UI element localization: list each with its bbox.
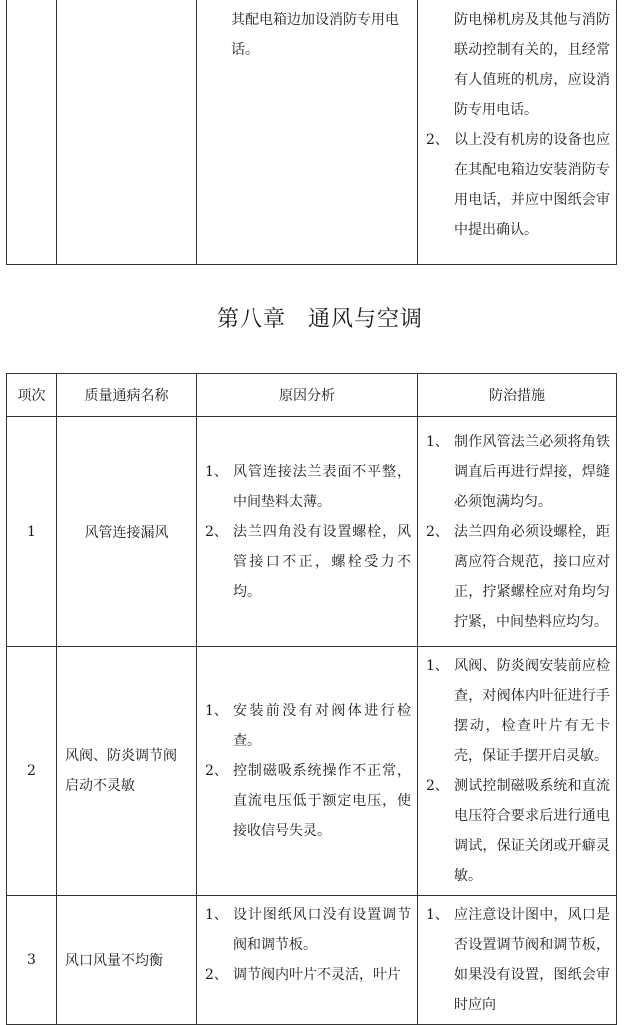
measure-item: 1、 制作风管法兰必须将角铁调直后再进行焊接，焊缝必须饱满均匀。 (426, 433, 610, 510)
cause-item: 2、 法兰四角没有设置螺栓，风管接口不正，螺栓受力不均。 (205, 523, 411, 600)
header-cause-analysis: 原因分析 (197, 374, 418, 417)
cause-item: 2、 调节阀内叶片不灵活，叶片 (205, 967, 401, 983)
row-defect-name: 风阀、防炎调节阀启动不灵敏 (57, 647, 197, 896)
defects-table (6, 373, 617, 1025)
cause-item: 1、 设计图纸风口没有设置调节阀和调节板。 (205, 907, 411, 953)
row-no: 2 (7, 647, 57, 896)
fragment-measure-item: 2、 以上没有机房的设备也应在其配电箱边安装消防专用电话，并应中图纸会审中提出确认。 (426, 132, 610, 238)
chapter-title: 通风与空调 (308, 307, 424, 332)
fragment-cell-measures (418, 0, 617, 265)
previous-table-fragment (6, 0, 617, 265)
row-no: 3 (7, 896, 57, 1025)
table-header-row (7, 374, 617, 417)
measure-item: 1、 应注意设计图中，风口是否设置调节阀和调节板，如果没有设置，图纸会审时应向 (426, 907, 610, 1013)
row-defect-name: 风口风量不均衡 (57, 896, 197, 1025)
fragment-cell-name (57, 0, 197, 265)
row-no: 1 (7, 417, 57, 647)
row-causes (197, 896, 418, 1025)
fragment-measure-item: 防电梯机房及其他与消防联动控制有关的，且经常有人值班的机房，应设消防专用电话。 (454, 12, 610, 118)
table-row (7, 647, 617, 896)
measure-item: 2、 法兰四角必须设螺栓，距离应符合规范，接口应对正，拧紧螺栓应对角均匀拧紧，中间垫料应均匀。 (426, 523, 610, 630)
header-prevention-measures: 防治措施 (418, 374, 617, 417)
table-row (7, 417, 617, 647)
measure-item: 1、 风阀、防炎阀安装前应检查，对阀体内叶征进行手摆动，检查叶片有无卡壳，保证手摆开启灵敏。 (426, 658, 610, 764)
fragment-cause-text: 其配电箱边加设消防专用电话。 (231, 12, 399, 58)
cause-item: 1、 安装前没有对阀体进行检查。 (205, 703, 411, 749)
fragment-cell-cause (197, 0, 418, 265)
chapter-heading (0, 302, 640, 333)
header-defect-name: 质量通病名称 (57, 374, 197, 417)
cause-item: 2、 控制磁吸系统操作不正常，直流电压低于额定电压，使接收信号失灵。 (205, 763, 411, 839)
table-row (7, 896, 617, 1025)
row-measures (418, 647, 617, 896)
row-measures (418, 896, 617, 1025)
row-causes (197, 647, 418, 896)
header-item-no: 项次 (7, 374, 57, 417)
measure-item: 2、 测试控制磁吸系统和直流电压符合要求后进行通电调试，保证关闭或开癖灵敏。 (426, 778, 610, 884)
chapter-number: 第八章 (216, 307, 286, 332)
row-defect-name: 风管连接漏风 (57, 417, 197, 647)
row-causes (197, 417, 418, 647)
cause-item: 1、 风管连接法兰表面不平整，中间垫料太薄。 (205, 463, 411, 510)
row-measures (418, 417, 617, 647)
fragment-cell-no (7, 0, 57, 265)
